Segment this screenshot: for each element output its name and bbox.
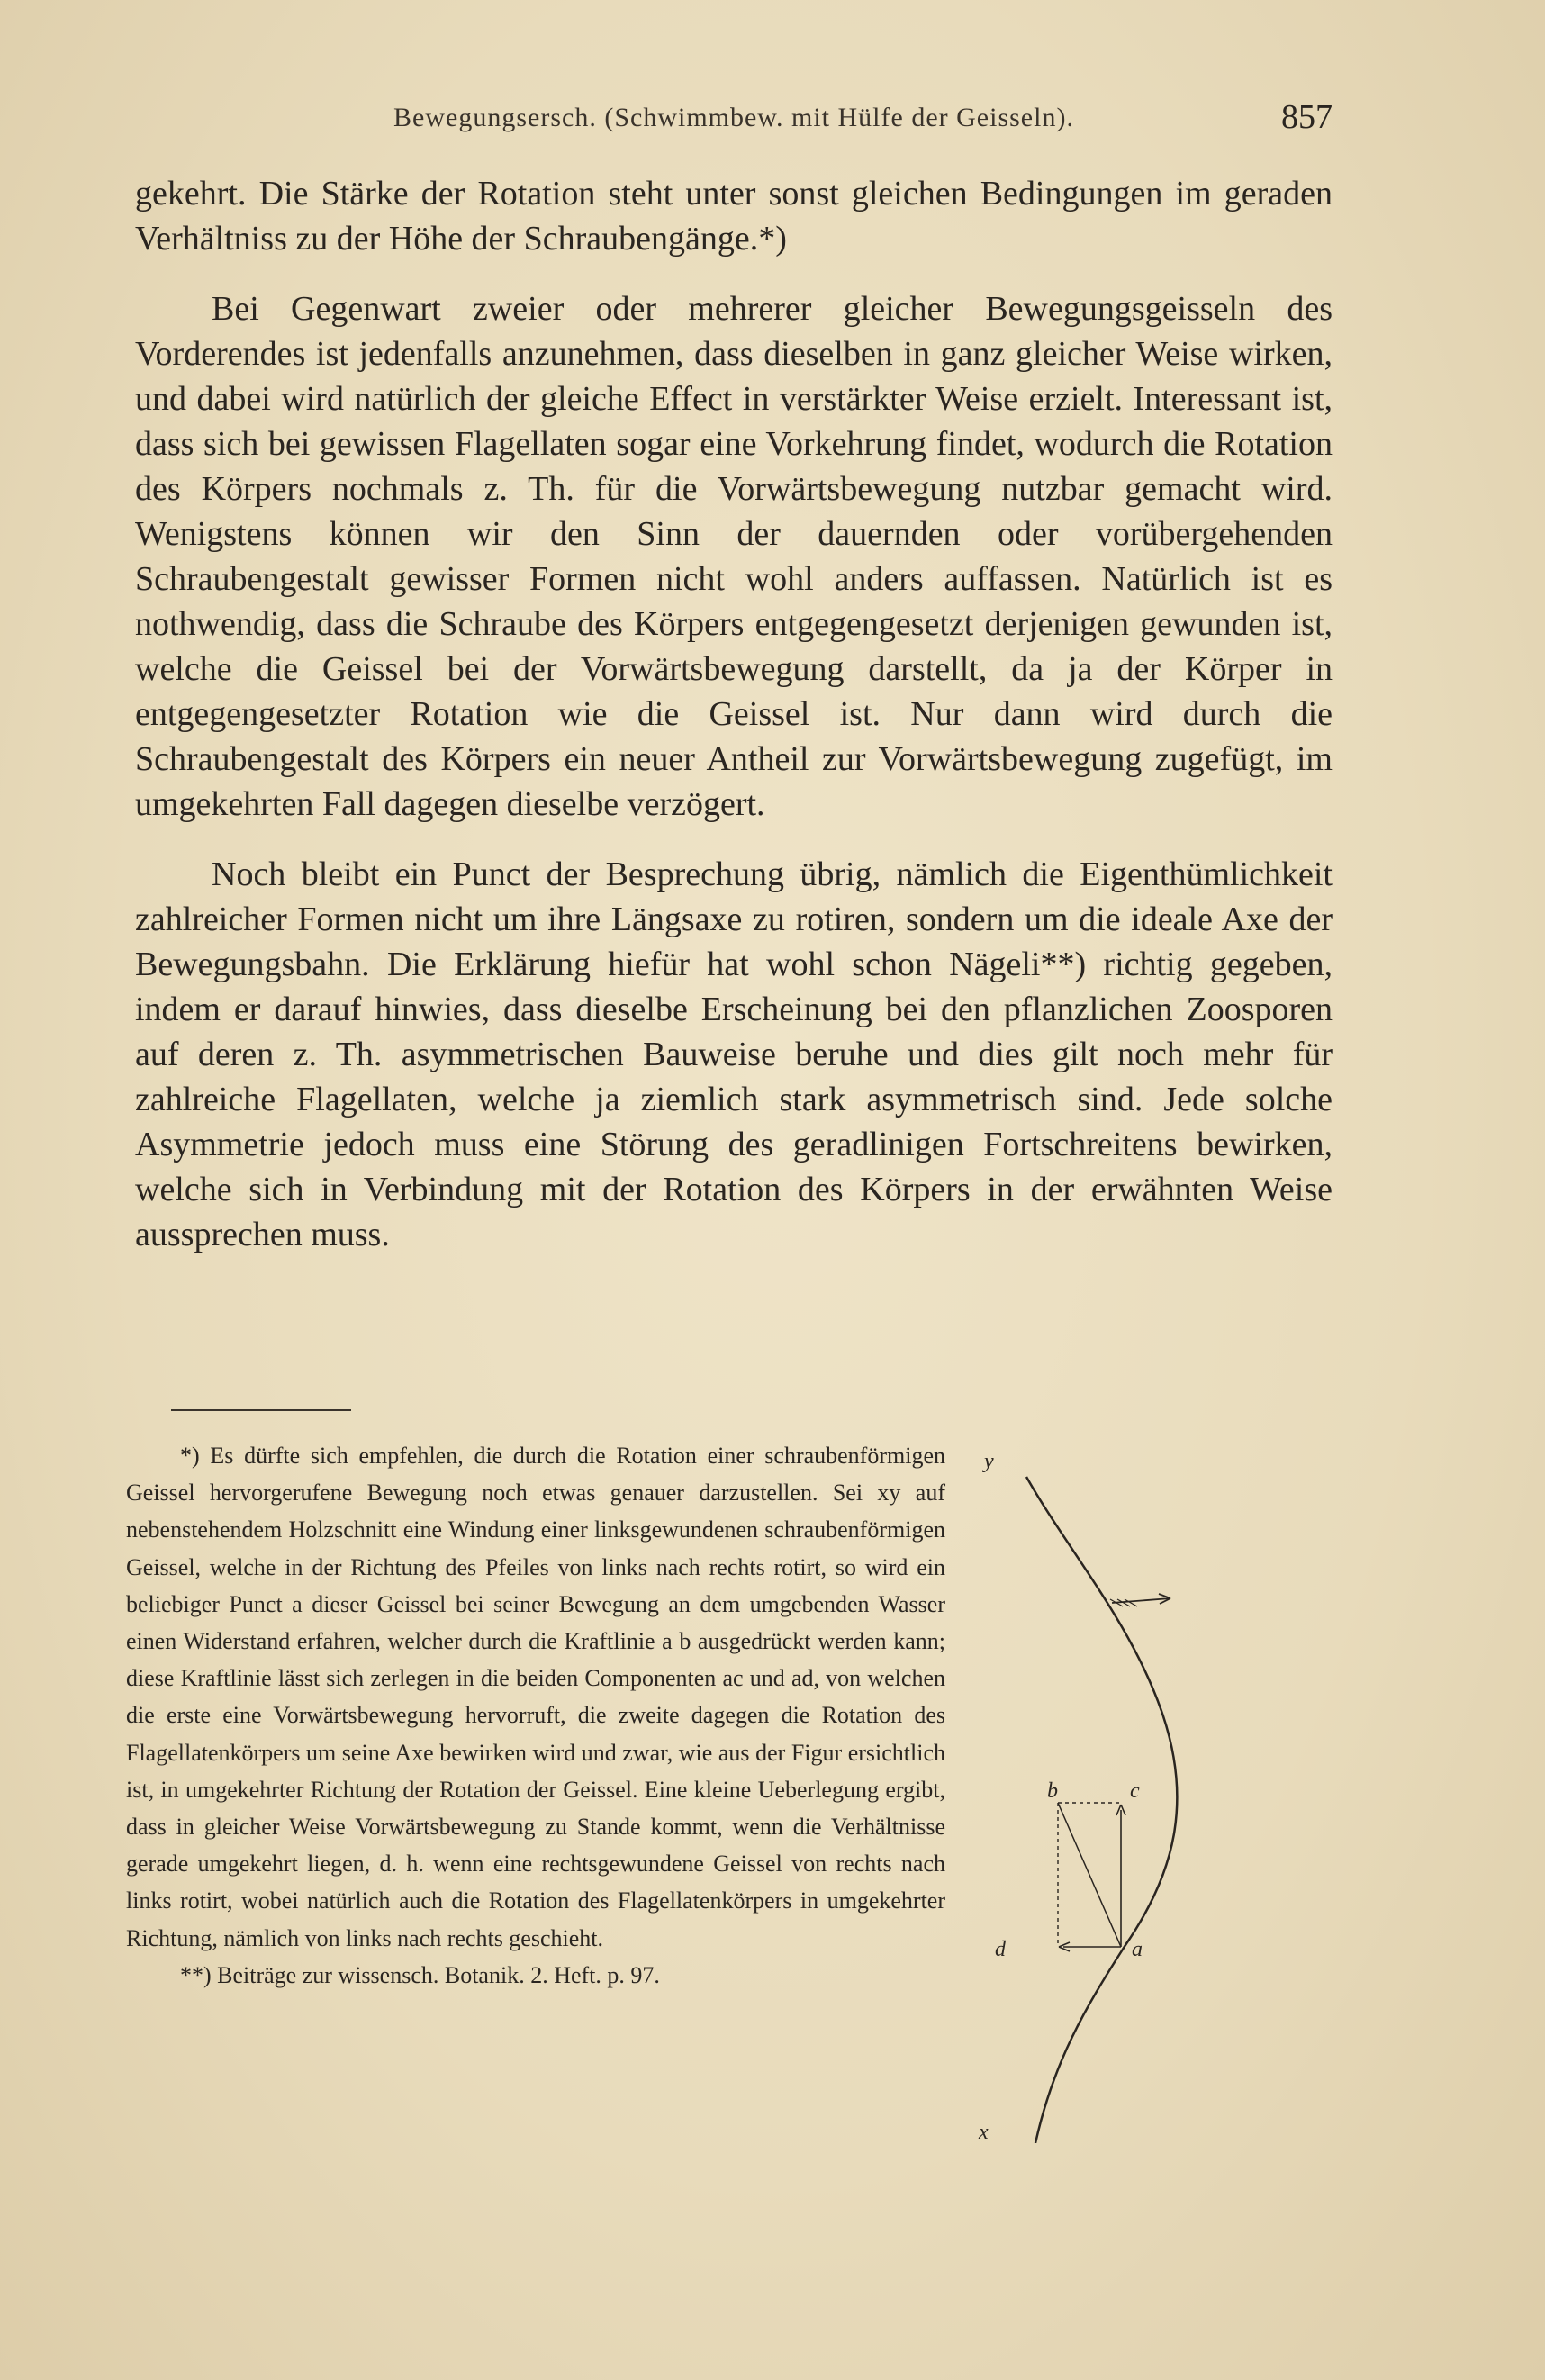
paragraph-3: Noch bleibt ein Punct der Besprechung übrig, nämlich die Eigenthümlichkeit zahlreicher Formen nicht um ihre Längsaxe zu rotiren, sondern um die ideale Axe der Bewegungsbahn. Die Erklärung hiefür hat wohl schon Nägeli**) richtig gegeben, indem er darauf hinwies, dass dieselbe Erscheinung bei den pflanzlichen Zoosporen auf deren z. Th. asymmetrischen Bauweise beruhe und dies gilt noch mehr für zahlreiche Flagellaten, welche ja ziemlich stark asymmetrisch sind. Jede solche Asymmetrie jedoch muss eine Störung des geradlinigen Fortschreitens bewirken, welche sich in Verbindung mit der Rotation des Körpers in der erwähnten Weise aussprechen muss. xyxy=(135,855,1333,1253)
footnote-rule xyxy=(171,1409,351,1411)
label-x: x xyxy=(979,2121,989,2143)
running-head xyxy=(135,97,1333,142)
paragraph-2: Bei Gegenwart zweier oder mehrerer gleicher Bewegungsgeisseln des Vorderendes ist jedenfalls anzunehmen, dass dieselben in ganz gleicher Weise wirken, und dabei wird natürlich der gleiche Effect in verstärkter Weise erzielt. Interessant ist, dass sich bei gewissen Flagellaten sogar eine Vorkehrung findet, wodurch die Rotation des Körpers nochmals z. Th. für die Vorwärtsbewegung nutzbar gemacht wird. Wenigstens können wir den Sinn der dauernden oder vorübergehenden Schraubengestalt gewisser Formen nicht wohl anders auffassen. Natürlich ist es nothwendig, dass die Schraube des Körpers entgegengesetzt derjenigen gewunden ist, welche die Geissel bei der Vorwärtsbewegung darstellt, da ja der Körper in entgegengesetzter Rotation wie die Geissel ist. Nur dann wird durch die Schraubengestalt des Körpers ein neuer Antheil zur Vorwärtsbewegung zugefügt, im umgekehrten Fall dagegen dieselbe verzögert. xyxy=(135,290,1333,823)
label-d: d xyxy=(995,1938,1006,1961)
flagellum-diagram xyxy=(968,1441,1202,2143)
rotation-arrow xyxy=(1110,1594,1170,1606)
page-number: 857 xyxy=(1281,98,1333,136)
label-a: a xyxy=(1132,1938,1143,1961)
line-ab xyxy=(1058,1803,1121,1947)
body-text xyxy=(135,171,1333,1257)
running-head-title: Bewegungsersch. (Schwimmbew. mit Hülfe der Geisseln). xyxy=(393,103,1074,132)
label-y: y xyxy=(984,1450,994,1473)
label-c: c xyxy=(1130,1779,1140,1803)
woodcut-figure xyxy=(968,1441,1202,2143)
footnotes xyxy=(126,1437,945,1994)
force-components xyxy=(1058,1803,1125,1951)
flagellum-curve xyxy=(1026,1477,1177,2143)
footnote-1: *) Es dürfte sich empfehlen, die durch die Rotation einer schraubenförmigen Geissel hervorgerufene Bewegung noch etwas genauer darzustellen. Sei xy auf nebenstehendem Holzschnitt eine Windung einer linksgewundenen schraubenförmigen Geissel, welche in der Richtung des Pfeiles von links nach rechts rotirt, so wird ein beliebiger Punct a dieser Geissel bei seiner Bewegung an dem umgebenden Wasser einen Widerstand erfahren, welcher durch die Kraftlinie a b ausgedrückt werden kann; diese Kraftlinie lässt sich zerlegen in die beiden Componenten ac und ad, von welchen die erste eine Vorwärtsbewegung hervorruft, die zweite dagegen die Rotation des Flagellatenkörpers um seine Axe bewirken wird und zwar, wie aus der Figur ersichtlich ist, in umgekehrter Richtung der Rotation der Geissel. Eine kleine Ueberlegung ergibt, dass in gleicher Weise Vorwärtsbewegung zu Stande kommt, wenn die Verhältnisse gerade umgekehrt liegen, d. h. wenn eine rechtsgewundene Geissel von rechts nach links rotirt, wobei natürlich auch die Rotation des Flagellatenkörpers in umgekehrter Richtung, nämlich von links nach rechts geschieht. xyxy=(126,1443,945,1951)
paragraph-1: gekehrt. Die Stärke der Rotation steht unter sonst gleichen Bedingungen im geraden Verhältniss zu der Höhe der Schraubengänge.*) xyxy=(135,175,1333,258)
label-b: b xyxy=(1047,1779,1058,1803)
footnote-2: **) Beiträge zur wissensch. Botanik. 2. Heft. p. 97. xyxy=(180,1961,660,1988)
